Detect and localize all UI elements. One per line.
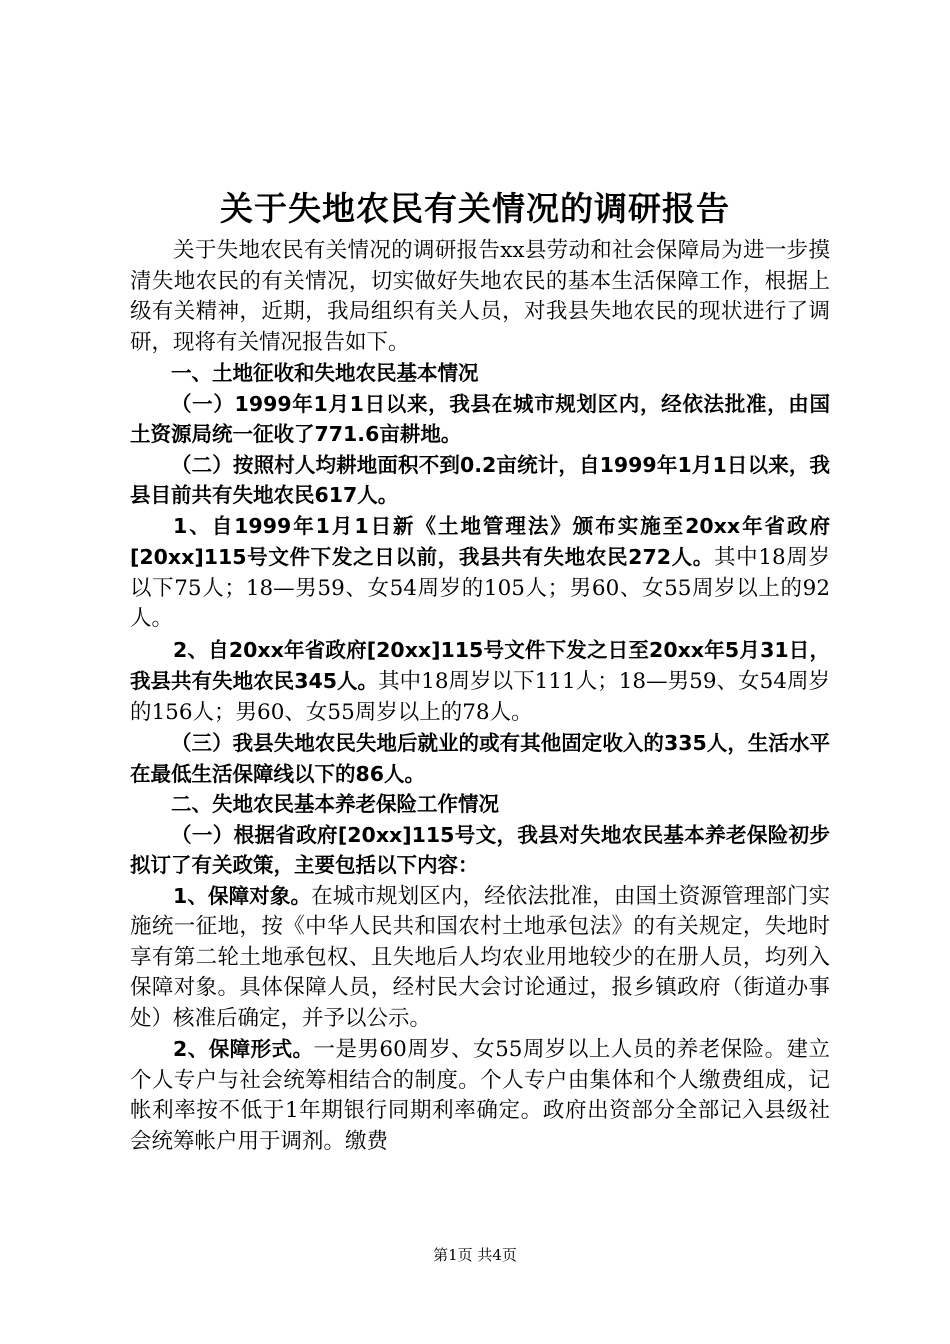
section2-item1: （一）根据省政府[20xx]115号文，我县对失地农民基本养老保险初步拟订了有关政策，主要包括以下内容： — [130, 822, 830, 877]
section1-item2: （二）按照村人均耕地面积不到0.2亩统计，自1999年1月1日以来，我县目前共有失地农民617人。 — [130, 452, 830, 507]
document-body — [130, 236, 830, 1157]
section2-sub2-bold: 2、保障形式。 — [173, 1037, 314, 1061]
section2-heading: 二、失地农民基本养老保险工作情况 — [171, 792, 499, 816]
section1-heading: 一、土地征收和失地农民基本情况 — [171, 361, 479, 385]
section1-sub2-bold: 2、自20xx年省政府[20xx]115号文件下发之日至20xx年5月31日，我县共有失地农民345人。 — [130, 637, 830, 693]
section1-sub1-normal: 其中18周岁以下75人；18—男59、女54周岁的105人；男60、女55周岁以上的92人。 — [130, 545, 831, 631]
section1-sub1-bold: 1、自1999年1月1日新《土地管理法》颁布实施至20xx年省政府[20xx]115号文件下发之日以前，我县共有失地农民272人。 — [130, 513, 830, 569]
document-title: 关于失地农民有关情况的调研报告 — [220, 189, 730, 228]
section1-item1: （一）1999年1月1日以来，我县在城市规划区内，经依法批准，由国土资源局统一征收了771.6亩耕地。 — [130, 391, 830, 446]
section1-sub1 — [130, 511, 830, 635]
page-footer: 第1页 共4页 — [433, 1246, 517, 1264]
section1-sub2 — [130, 635, 830, 729]
section1-item3: （三）我县失地农民失地后就业的或有其他固定收入的335人，生活水平在最低生活保障线以下的86人。 — [130, 731, 830, 786]
section2-sub1-bold: 1、保障对象。 — [173, 883, 312, 908]
section1-sub2-normal: 其中18周岁以下111人；18—男59、女54周岁的156人；男60、女55周岁以上的78人。 — [130, 669, 830, 725]
section2-sub2-normal: 一是男60周岁、女55周岁以上人员的养老保险。建立个人专户与社会统筹相结合的制度。个人专户由集体和个人缴费组成，记帐利率按不低于1年期银行同期利率确定。政府出资部分全部记入县级社会统筹帐户用于调剂。缴费 — [130, 1037, 831, 1154]
intro-paragraph: 关于失地农民有关情况的调研报告xx县劳动和社会保障局为进一步摸清失地农民的有关情况，切实做好失地农民的基本生活保障工作，根据上级有关精神，近期，我局组织有关人员，对我县失地农民的现状进行了调研，现将有关情况报告如下。 — [130, 238, 830, 355]
section2-sub1-normal: 在城市规划区内，经依法批准，由国土资源管理部门实施统一征地，按《中华人民共和国农村土地承包法》的有关规定，失地时享有第二轮土地承包权、且失地后人均农业用地较少的在册人员，均列入保障对象。具体保障人员，经村民大会讨论通过，报乡镇政府（街道办事处）核准后确定，并予以公示。 — [130, 883, 830, 1031]
section2-sub2 — [130, 1034, 830, 1157]
section2-sub1 — [130, 881, 830, 1035]
